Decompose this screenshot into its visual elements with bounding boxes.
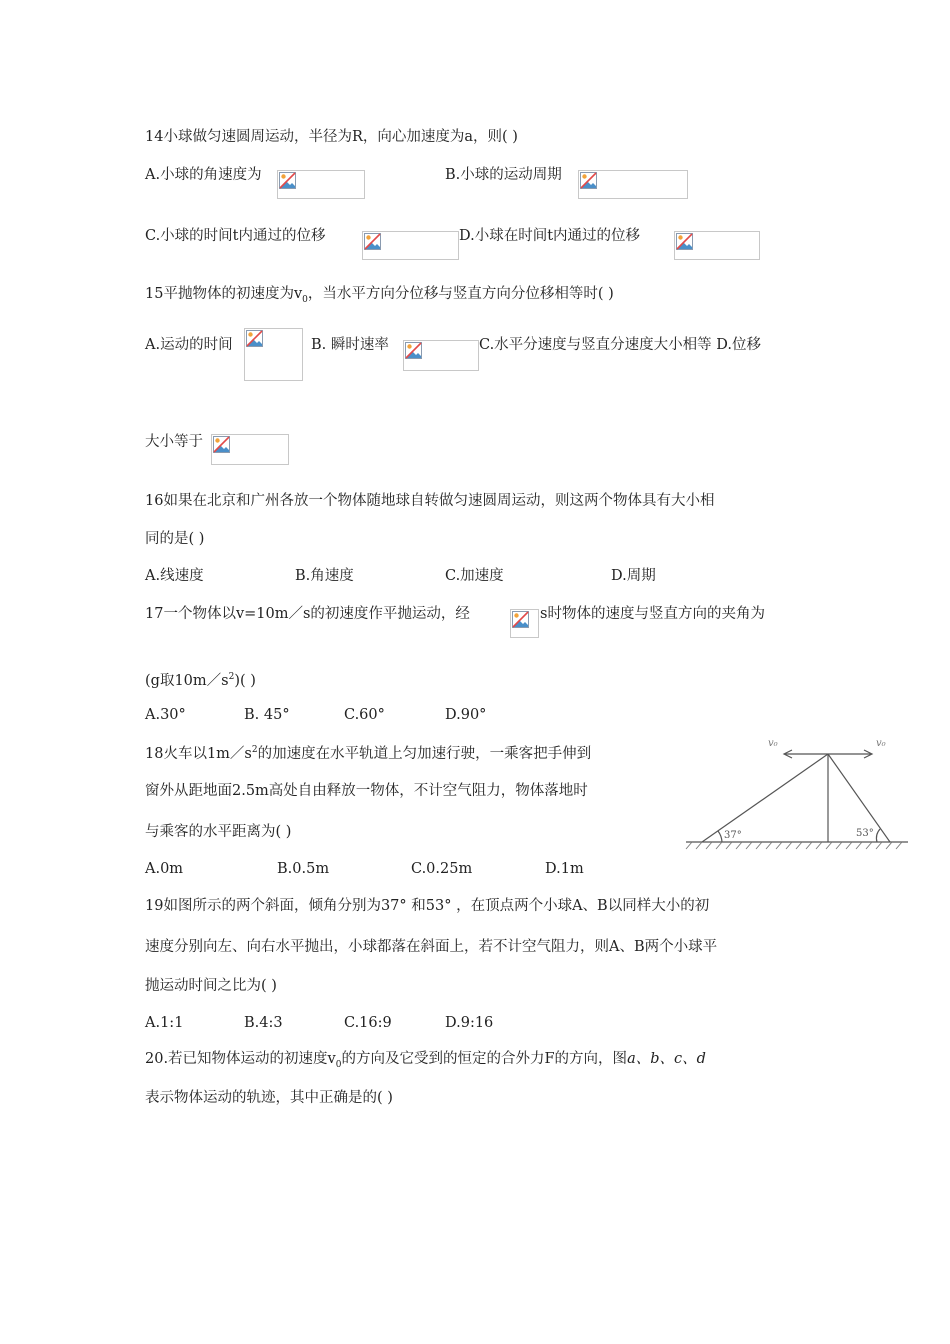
q17-option-d: D.90° — [445, 707, 487, 723]
q16-stem-line2: 同的是( ) — [145, 531, 205, 547]
left-velocity-label: v₀ — [768, 738, 778, 749]
q18-option-b: B.0.5m — [277, 861, 330, 877]
q19-stem-line1: 19如图所示的两个斜面，倾角分别为37° 和53° ，在顶点两个小球A、B以同样大小的初 — [145, 898, 710, 914]
incline-figure — [680, 730, 912, 855]
q19-option-c: C.16:9 — [344, 1015, 392, 1031]
q19-stem-line3: 抛运动时间之比为( ) — [145, 978, 277, 994]
q15-option-d-cont: 大小等于 — [145, 434, 203, 450]
broken-image-icon — [211, 434, 289, 465]
q16-option-d: D.周期 — [611, 568, 656, 584]
q17-stem: 17一个物体以v=10m／s的初速度作平抛运动，经 — [145, 606, 470, 622]
q18-stem-line3: 与乘客的水平距离为( ) — [145, 824, 292, 840]
broken-image-icon — [277, 170, 365, 199]
q16-stem-line1: 16如果在北京和广州各放一个物体随地球自转做匀速圆周运动，则这两个物体具有大小相 — [145, 493, 715, 509]
broken-image-icon — [362, 231, 459, 260]
q14-stem: 14小球做匀速圆周运动，半径为R，向心加速度为a，则( ) — [145, 129, 518, 145]
q20-stem-line1: 20.若已知物体运动的初速度$v_0$的方向及它受到的恒定的合外力F的方向，图a、b、c、d — [145, 1051, 706, 1070]
q14-option-a: A.小球的角速度为 — [145, 167, 262, 183]
q16-option-a: A.线速度 — [145, 568, 204, 584]
right-angle-arc — [876, 829, 880, 842]
q14-option-c: C.小球的时间t内通过的位移 — [145, 228, 326, 244]
q18-option-c: C.0.25m — [411, 861, 473, 877]
q18-option-a: A.0m — [145, 861, 184, 877]
q19-option-a: A.1:1 — [145, 1015, 184, 1031]
q15-stem: 15平抛物体的初速度为$v_0$，当水平方向分位移与竖直方向分位移相等时( ) — [145, 286, 614, 305]
q17-stem-cont: s时物体的速度与竖直方向的夹角为 — [540, 606, 765, 622]
broken-image-icon — [510, 609, 539, 638]
broken-image-icon — [674, 231, 760, 260]
right-velocity-label: v₀ — [876, 738, 886, 749]
q16-option-c: C.加速度 — [445, 568, 504, 584]
left-angle-arc — [718, 831, 722, 842]
q20-stem-line2: 表示物体运动的轨迹，其中正确是的( ) — [145, 1090, 393, 1106]
angle-37-label: 37° — [724, 830, 742, 841]
broken-image-icon — [403, 340, 479, 371]
q14-option-b: B.小球的运动周期 — [445, 167, 562, 183]
q17-option-b: B. 45° — [244, 707, 290, 723]
broken-image-icon — [578, 170, 688, 199]
left-incline — [702, 754, 828, 842]
q19-stem-line2: 速度分别向左、向右水平抛出，小球都落在斜面上，若不计空气阻力，则A、B两个小球平 — [145, 939, 718, 955]
q17-option-c: C.60° — [344, 707, 385, 723]
q15-option-c-d: C.水平分速度与竖直分速度大小相等 D.位移 — [479, 337, 762, 353]
q18-option-d: D.1m — [545, 861, 584, 877]
q19-option-b: B.4:3 — [244, 1015, 283, 1031]
q14-option-d: D.小球在时间t内通过的位移 — [459, 228, 641, 244]
angle-53-label: 53° — [856, 828, 874, 839]
q18-stem-line1: 18火车以$1m/s^2$的加速度在水平轨道上匀加速行驶，一乘客把手伸到 — [145, 745, 592, 762]
q19-option-d: D.9:16 — [445, 1015, 494, 1031]
q17-option-a: A.30° — [145, 707, 186, 723]
broken-image-icon — [244, 328, 303, 381]
q15-option-a: A.运动的时间 — [145, 337, 233, 353]
q18-stem-line2: 窗外从距地面2.5m高处自由释放一物体，不计空气阻力，物体落地时 — [145, 783, 588, 799]
q16-option-b: B.角速度 — [295, 568, 354, 584]
q17-g-note: (g取$10m/s^2$)( ) — [145, 672, 256, 689]
q15-option-b: B. 瞬时速率 — [311, 337, 389, 353]
